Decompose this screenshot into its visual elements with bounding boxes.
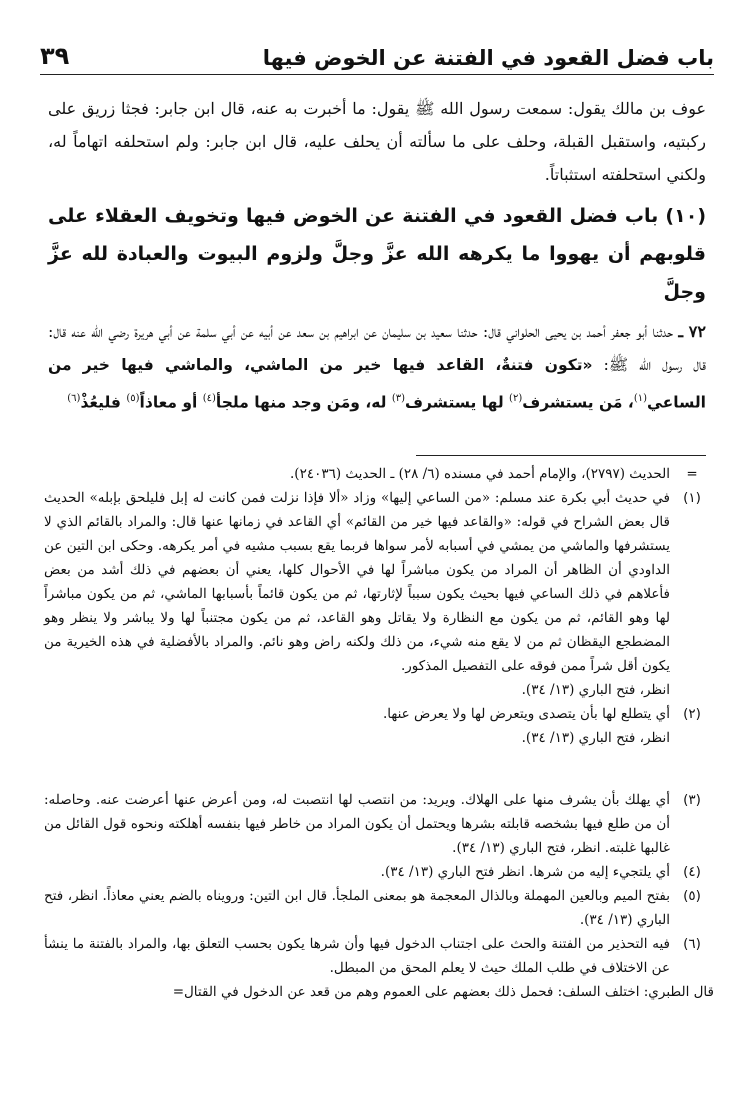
footnote-continuation	[44, 462, 714, 486]
footnote-2	[44, 702, 714, 750]
hadith-isnad: حدثنا أبو جعفر أحمد بن يحيى الحلواني قال: حدثنا سعيد بن سليمان عن ابراهيم بن سعد عن أبيه عن أبي سلمة عن أبي هريرة رضي الله عنه قال: قال رسول الله ﷺ:	[48, 322, 706, 374]
footnote-ref-6[interactable]: (٦)	[67, 393, 81, 404]
footnote-text: أي يلتجيء إليه من شرها. انظر فتح الباري (١٣/ ٣٤).	[380, 864, 670, 880]
intro-paragraph: عوف بن مالك يقول: سمعت رسول الله ﷺ يقول: ما أخبرت به عنه، قال ابن جابر: فجثا زريق على ركبتيه، واستقبل القبلة، وحلف على ما سألته أن يحلف عليه، قال ابن جابر: ولم استحلفه اتهاماً له، ولكني استحلفته استثباتاً.	[48, 99, 706, 184]
footnote-text: بفتح الميم وبالعين المهملة وبالذال المعجمة هو بمعنى الملجأ. قال ابن التين: ورويناه بالضم يعني معاذاً. انظر، فتح الباري (١٣/ ٣٤).	[44, 888, 670, 928]
footnote-marker: (٤)	[683, 864, 701, 880]
footnotes	[44, 462, 714, 1004]
footnote-ref-3[interactable]: (٣)	[391, 393, 406, 404]
footnote-3	[44, 788, 714, 860]
footnote-1	[44, 486, 714, 702]
footnote-separator	[416, 455, 706, 456]
footnote-marker: (٥)	[683, 888, 701, 904]
footnote-text: أي يتطلع لها بأن يتصدى ويتعرض لها ولا يعرض عنها.	[382, 706, 670, 722]
page-number: ٣٩	[40, 42, 70, 70]
hadith-matn-6: فليعُذْ	[80, 393, 127, 412]
footnote-text: أي يهلك بأن يشرف منها على الهلاك. ويريد: من انتصب لها انتصبت له، ومن أعرض عنها أعرضت عنه. وحاصله: أن من طلع فيها بشخصه قابلته بشرها ويحتمل أن يكون المراد من خاطر فيها بنفسه أهلكته ونحوه قول القائل من غالبها غلبته. انظر، فتح الباري (١٣/ ٣٤).	[44, 792, 670, 856]
footnote-marker: (٣)	[683, 792, 701, 808]
footnote-ref-5[interactable]: (٥)	[126, 393, 140, 404]
running-header	[40, 36, 714, 75]
hadith-matn-5: أو معاذاً	[139, 393, 203, 412]
footnote-last-line	[44, 980, 714, 1004]
hadith-paragraph	[48, 315, 706, 419]
footnote-4	[44, 860, 714, 884]
footnote-marker: (١)	[683, 490, 701, 506]
footnote-5	[44, 884, 714, 932]
footnote-ref-1[interactable]: (١)	[633, 393, 647, 404]
main-text	[48, 92, 706, 419]
footnote-marker: =	[686, 466, 698, 482]
footnote-text: في حديث أبي بكرة عند مسلم: «من الساعي إليها» وزاد «ألا فإذا نزلت فمن كانت له إبل فليلحق بإبله» الحديث قال بعض الشراح في قوله: «والقاعد فيها خير من القائم» أي القاعد في زمانها عنها قال: والمراد بالقائم الذي لا يستشرفها والماشي من يمشي في أسبابه لأمر سواها فربما يقع بسبب مشيه في أمر يكرهه. وحكى ابن التين عن الداودي أن الظاهر أن المراد من يكون مباشراً لها في الأحوال كلها، يعني أن بعضهم في ذلك أشد من بعض فأعلاهم في ذلك الساعي فيها بحيث يكون سبباً لإثارتها، ثم من يكون قائماً بأسبابها الماشي، ثم من يكون مباشراً لها وهو القائم، ثم من يكون مع النظارة ولا يقاتل وهو القاعد، ثم من يكون مجتنباً لها ولا يباشر ولا ينظر وهو المضطجع اليقظان ثم من لا يقع منه شيء، من ذلك ولكنه راض وهو نائم. والمراد بالأفضلية في هذه الخيرية من يكون أقل شراً ممن فوقه على التفصيل المذكور.	[44, 490, 670, 674]
footnote-reference: انظر، فتح الباري (١٣/ ٣٤).	[521, 682, 670, 698]
header-title: باب فضل القعود في الفتنة عن الخوض فيها	[262, 46, 714, 70]
footnote-6	[44, 932, 714, 980]
hadith-matn-1: «تكون فتنةٌ، القاعد فيها خير من الماشي، والماشي فيها خير من الساعي	[48, 356, 706, 412]
footnote-ref-4[interactable]: (٤)	[202, 393, 216, 404]
footnote-gap	[44, 750, 714, 788]
footnote-text: فيه التحذير من الفتنة والحث على اجتناب الدخول فيها وأن شرها يكون بحسب التعلق بها، والمراد بالفتنة ما ينشأ عن الاختلاف في طلب الملك حيث لا يعلم المحق من المبطل.	[44, 936, 670, 976]
hadith-number: ٧٢ ـ	[678, 322, 706, 341]
footnote-text: الحديث (٢٧٩٧)، والإمام أحمد في مسنده (٦/ ٢٨) ـ الحديث (٢٤٠٣٦).	[290, 466, 670, 482]
hadith-matn-2: ، مَن يستشرف	[522, 393, 634, 412]
footnote-reference: انظر، فتح الباري (١٣/ ٣٤).	[521, 730, 670, 746]
chapter-heading: (١٠) باب فضل القعود في الفتنة عن الخوض فيها وتخويف العقلاء على قلوبهم أن يهووا ما يكرهه الله عزَّ وجلَّ ولزوم البيوت والعبادة لله عزَّ وجلَّ	[48, 205, 706, 303]
footnote-ref-2[interactable]: (٢)	[509, 393, 523, 404]
footnote-marker: (٦)	[683, 936, 701, 952]
footnote-text: قال الطبري: اختلف السلف: فحمل ذلك بعضهم على العموم وهم من قعد عن الدخول في القتال=	[172, 984, 714, 1000]
footnote-marker: (٢)	[683, 706, 701, 722]
hadith-matn-4: له، ومَن وجد منها ملجأ	[215, 393, 392, 412]
hadith-matn-3: لها يستشرف	[405, 393, 510, 412]
